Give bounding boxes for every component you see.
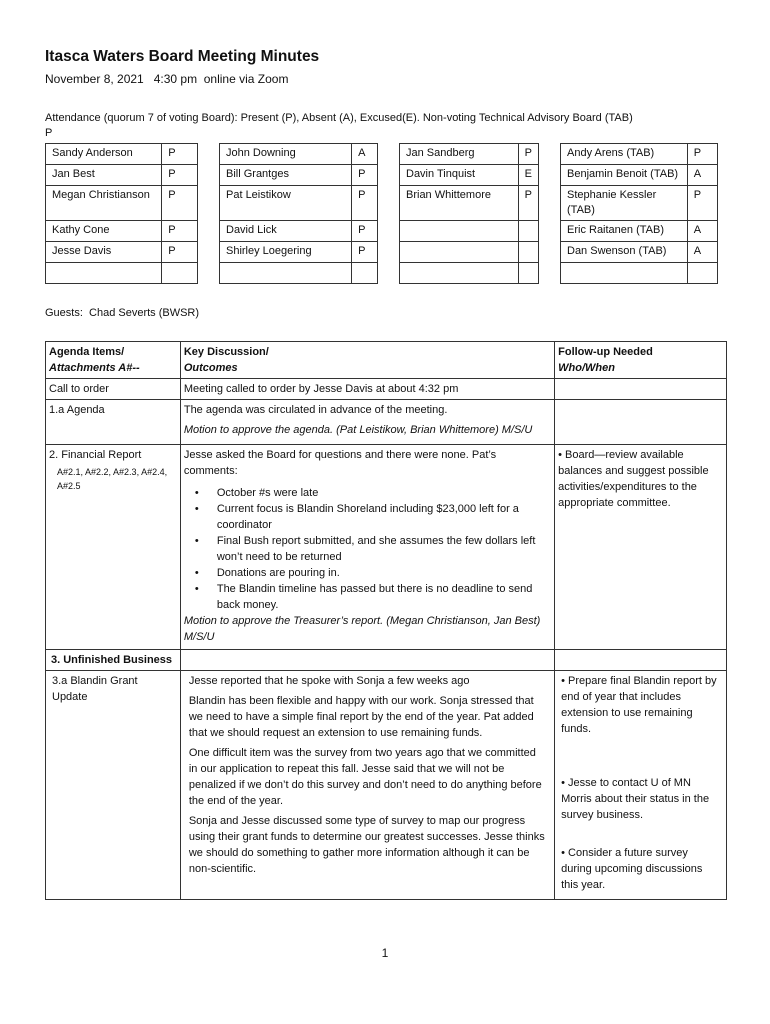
member-name: Dan Swenson (TAB)	[561, 242, 688, 263]
table-row	[46, 400, 727, 445]
meeting-date-line: November 8, 2021 4:30 pm online via Zoom	[45, 72, 289, 86]
member-status: P	[352, 165, 378, 186]
attendance-row	[46, 221, 198, 242]
attendance-row	[220, 144, 378, 165]
attendance-row	[400, 186, 539, 221]
member-status	[518, 263, 538, 284]
member-status: P	[687, 144, 717, 165]
agenda-item: 2. Financial Report	[49, 449, 142, 461]
member-name: Kathy Cone	[46, 221, 162, 242]
motion-text: Motion to approve the Treasurer’s report. (Megan Christianson, Jan Best) M/S/U	[183, 615, 541, 643]
attendance-row	[561, 242, 718, 263]
member-name: Davin Tinquist	[400, 165, 519, 186]
attendance-row	[220, 263, 378, 284]
member-name	[400, 242, 519, 263]
attendance-row	[46, 263, 198, 284]
member-name	[46, 263, 162, 284]
followup-cell	[555, 671, 727, 900]
member-name: David Lick	[220, 221, 352, 242]
attendance-row	[220, 165, 378, 186]
agenda-item: 3.a Blandin Grant Update	[46, 671, 181, 900]
attendance-row	[561, 186, 718, 221]
member-status: P	[352, 242, 378, 263]
attendance-legend: Attendance (quorum 7 of voting Board): Present (P), Absent (A), Excused(E). Non-voting Technical Advisory Board (TAB) P	[45, 112, 633, 139]
attendance-row	[561, 144, 718, 165]
attendance-tables	[45, 143, 727, 284]
guests-line: Guests: Chad Severts (BWSR)	[45, 307, 200, 319]
attendance-row	[46, 186, 198, 221]
member-name: Shirley Loegering	[220, 242, 352, 263]
member-status: A	[687, 221, 717, 242]
list-item: • The Blandin timeline has passed but there is no deadline to send back money.	[184, 581, 551, 613]
followup-cell	[555, 650, 727, 671]
followup-text: • Prepare final Blandin report by end of year that includes extension to use remaining funds.	[561, 675, 717, 735]
member-name: Megan Christianson	[46, 186, 162, 221]
followup-cell	[555, 400, 727, 445]
member-name: Andy Arens (TAB)	[561, 144, 688, 165]
list-item: • Donations are pouring in.	[184, 565, 551, 581]
motion-text: Motion to approve the agenda. (Pat Leistikow, Brian Whittemore) M/S/U	[183, 424, 533, 436]
section-heading: 3. Unfinished Business	[46, 650, 181, 671]
attachment-list: A#2.1, A#2.2, A#2.3, A#2.4, A#2.5	[57, 467, 168, 491]
member-status: P	[518, 186, 538, 221]
outcome-paragraph: One difficult item was the survey from two years ago that we committed in our application to repeat this fall. Jesse said that we will not be penalized if we don’t do this survey and don’t need to do anything before the end of the year.	[188, 747, 542, 807]
agenda-item: 1.a Agenda	[46, 400, 181, 445]
attendance-row	[400, 242, 539, 263]
member-name	[400, 263, 519, 284]
outcome-paragraph: Blandin has been flexible and happy with our work. Sonja stressed that we need to have a simple final report by the end of the year. Pat added that we should request an extension to use remaining funds.	[188, 695, 534, 739]
attendance-row	[220, 242, 378, 263]
member-status	[518, 221, 538, 242]
member-status	[162, 263, 198, 284]
member-status: P	[162, 144, 198, 165]
member-status	[352, 263, 378, 284]
attendance-row	[400, 165, 539, 186]
outcome-cell	[180, 400, 554, 445]
followup-text: • Board—review available balances and suggest possible activities/expenditures to the appropriate committee.	[555, 445, 727, 650]
outcome-paragraph: Sonja and Jesse discussed some type of survey to map our progress using their grant funds to determine our greatest successes. Jesse thinks we should do something to gather more information although it can be non-scientific.	[188, 815, 545, 875]
agenda-item: Call to order	[46, 379, 181, 400]
followup-header: Follow-up Needed Who/When	[555, 342, 727, 379]
attendance-row	[220, 186, 378, 221]
table-row	[46, 445, 727, 650]
attendance-row	[46, 144, 198, 165]
outcome-cell	[180, 650, 554, 671]
member-status: P	[687, 186, 717, 221]
attendance-row	[46, 242, 198, 263]
member-status: P	[162, 221, 198, 242]
agenda-table	[45, 341, 727, 900]
member-status: A	[687, 165, 717, 186]
member-name: John Downing	[220, 144, 352, 165]
attendance-row	[400, 263, 539, 284]
followup-text: • Jesse to contact U of MN Morris about their status in the survey business.	[561, 777, 710, 821]
attendance-row	[220, 221, 378, 242]
member-name: Pat Leistikow	[220, 186, 352, 221]
member-name: Sandy Anderson	[46, 144, 162, 165]
outcome-text: The agenda was circulated in advance of the meeting.	[183, 404, 448, 416]
attendance-row	[561, 165, 718, 186]
member-name: Stephanie Kessler (TAB)	[561, 186, 688, 221]
followup-cell	[555, 379, 727, 400]
outcome-cell	[180, 445, 554, 650]
member-name	[220, 263, 352, 284]
table-row	[46, 671, 727, 900]
member-name: Eric Raitanen (TAB)	[561, 221, 688, 242]
followup-text: • Consider a future survey during upcoming discussions this year.	[561, 847, 703, 891]
list-item: • Final Bush report submitted, and she assumes the few dollars left won’t need to be returned	[184, 533, 551, 565]
outcome-cell	[180, 671, 554, 900]
member-status: P	[162, 165, 198, 186]
agenda-items-header: Agenda Items/ Attachments A#--	[46, 342, 181, 379]
attendance-row	[561, 221, 718, 242]
document-page	[45, 48, 727, 900]
key-discussion-header: Key Discussion/ Outcomes	[180, 342, 554, 379]
outcome-paragraph: Jesse reported that he spoke with Sonja a few weeks ago	[188, 675, 470, 687]
member-status: P	[162, 242, 198, 263]
list-item: • October #s were late	[184, 485, 551, 501]
member-status: P	[518, 144, 538, 165]
member-status: P	[352, 221, 378, 242]
agenda-header-row	[46, 342, 727, 379]
comment-list	[184, 485, 551, 613]
agenda-item-cell	[46, 445, 181, 650]
attendance-table-3	[399, 143, 539, 284]
member-name: Jesse Davis	[46, 242, 162, 263]
attendance-table-2	[219, 143, 378, 284]
attendance-row	[46, 165, 198, 186]
member-name: Brian Whittemore	[400, 186, 519, 221]
attendance-table-tab	[560, 143, 718, 284]
attendance-row	[400, 221, 539, 242]
member-status	[687, 263, 717, 284]
attendance-row	[561, 263, 718, 284]
member-status: P	[352, 186, 378, 221]
member-status: E	[518, 165, 538, 186]
section-row	[46, 650, 727, 671]
table-row	[46, 379, 727, 400]
outcome-text: Jesse asked the Board for questions and there were none. Pat’s comments:	[183, 449, 497, 477]
member-name: Jan Best	[46, 165, 162, 186]
member-status: P	[162, 186, 198, 221]
member-name: Benjamin Benoit (TAB)	[561, 165, 688, 186]
outcome-text: Meeting called to order by Jesse Davis at about 4:32 pm	[180, 379, 554, 400]
member-name: Bill Grantges	[220, 165, 352, 186]
document-title: Itasca Waters Board Meeting Minutes	[45, 48, 320, 65]
list-item: • Current focus is Blandin Shoreland including $23,000 left for a coordinator	[184, 501, 551, 533]
member-name	[561, 263, 688, 284]
member-status: A	[352, 144, 378, 165]
attendance-row	[400, 144, 539, 165]
member-name	[400, 221, 519, 242]
member-status	[518, 242, 538, 263]
member-name: Jan Sandberg	[400, 144, 519, 165]
member-status: A	[687, 242, 717, 263]
attendance-table-1	[45, 143, 198, 284]
page-number: 1	[381, 946, 389, 960]
